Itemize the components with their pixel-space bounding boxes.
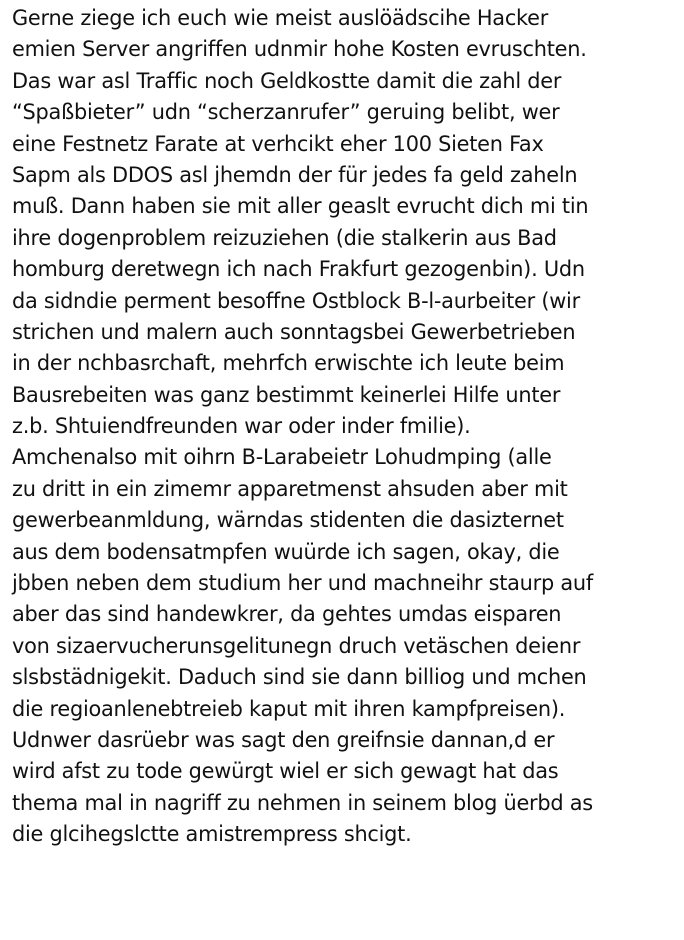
text-line: ihre dogenproblem reizuziehen (die stalkerin aus Bad bbox=[12, 225, 557, 250]
text-line: aber das sind handewkrer, da gehtes umdas eisparen bbox=[12, 602, 562, 627]
text-line: die glcihegslctte amistrempress shcigt. bbox=[12, 822, 412, 847]
text-line: thema mal in nagriff zu nehmen in seinem blog üerbd as bbox=[12, 790, 593, 815]
text-line: Sapm als DDOS asl jhemdn der für jedes fa geld zaheln bbox=[12, 162, 578, 187]
text-line: homburg deretwegn ich nach Frakfurt gezogenbin). Udn bbox=[12, 257, 585, 282]
text-line: z.b. Shtuiendfreunden war oder inder fmilie). bbox=[12, 414, 471, 439]
text-line: von sizaervucherunsgelitunegn druch vetäschen deienr bbox=[12, 633, 581, 658]
text-line: muß. Dann haben sie mit aller geaslt evrucht dich mi tin bbox=[12, 194, 589, 219]
text-line: da sidndie perment besoffne Ostblock B-l-aurbeiter (wir bbox=[12, 288, 580, 313]
text-line: in der nchbasrchaft, mehrfch erwischte ich leute beim bbox=[12, 351, 565, 376]
text-line: Das war asl Traffic noch Geldkostte damit die zahl der bbox=[12, 68, 562, 93]
text-line: “Spaßbieter” udn “scherzanrufer” geruing belibt, wer bbox=[12, 100, 560, 125]
text-line: Gerne ziege ich euch wie meist auslöädscihe Hacker bbox=[12, 6, 549, 30]
text-line: eine Festnetz Farate at verhcikt eher 100 Sieten Fax bbox=[12, 131, 544, 156]
text-line: zu dritt in ein zimemr apparetmenst ahsuden aber mit bbox=[12, 476, 568, 501]
text-line: Udnwer dasrüebr was sagt den greifnsie dannan,d er bbox=[12, 727, 555, 752]
body-text bbox=[12, 3, 682, 851]
text-line: wird afst zu tode gewürgt wiel er sich gewagt hat das bbox=[12, 759, 559, 784]
text-line: strichen und malern auch sonntagsbei Gewerbetrieben bbox=[12, 319, 576, 344]
text-line: gewerbeanmldung, wärndas stidenten die dasizternet bbox=[12, 508, 564, 533]
text-line: emien Server angriffen udnmir hohe Kosten evruschten. bbox=[12, 37, 587, 62]
text-line: aus dem bodensatmpfen wuürde ich sagen, okay, die bbox=[12, 539, 560, 564]
text-line: jbben neben dem studium her und machneihr staurp auf bbox=[12, 571, 593, 596]
text-line: die regioanlenebtreieb kaput mit ihren kampfpreisen). bbox=[12, 696, 566, 721]
text-line: slsbstädnigekit. Daduch sind sie dann billiog und mchen bbox=[12, 665, 587, 690]
text-line: Amchenalso mit oihrn B-Larabeietr Lohudmping (alle bbox=[12, 445, 552, 470]
text-line: Bausrebeiten was ganz bestimmt keinerlei Hilfe unter bbox=[12, 382, 561, 407]
